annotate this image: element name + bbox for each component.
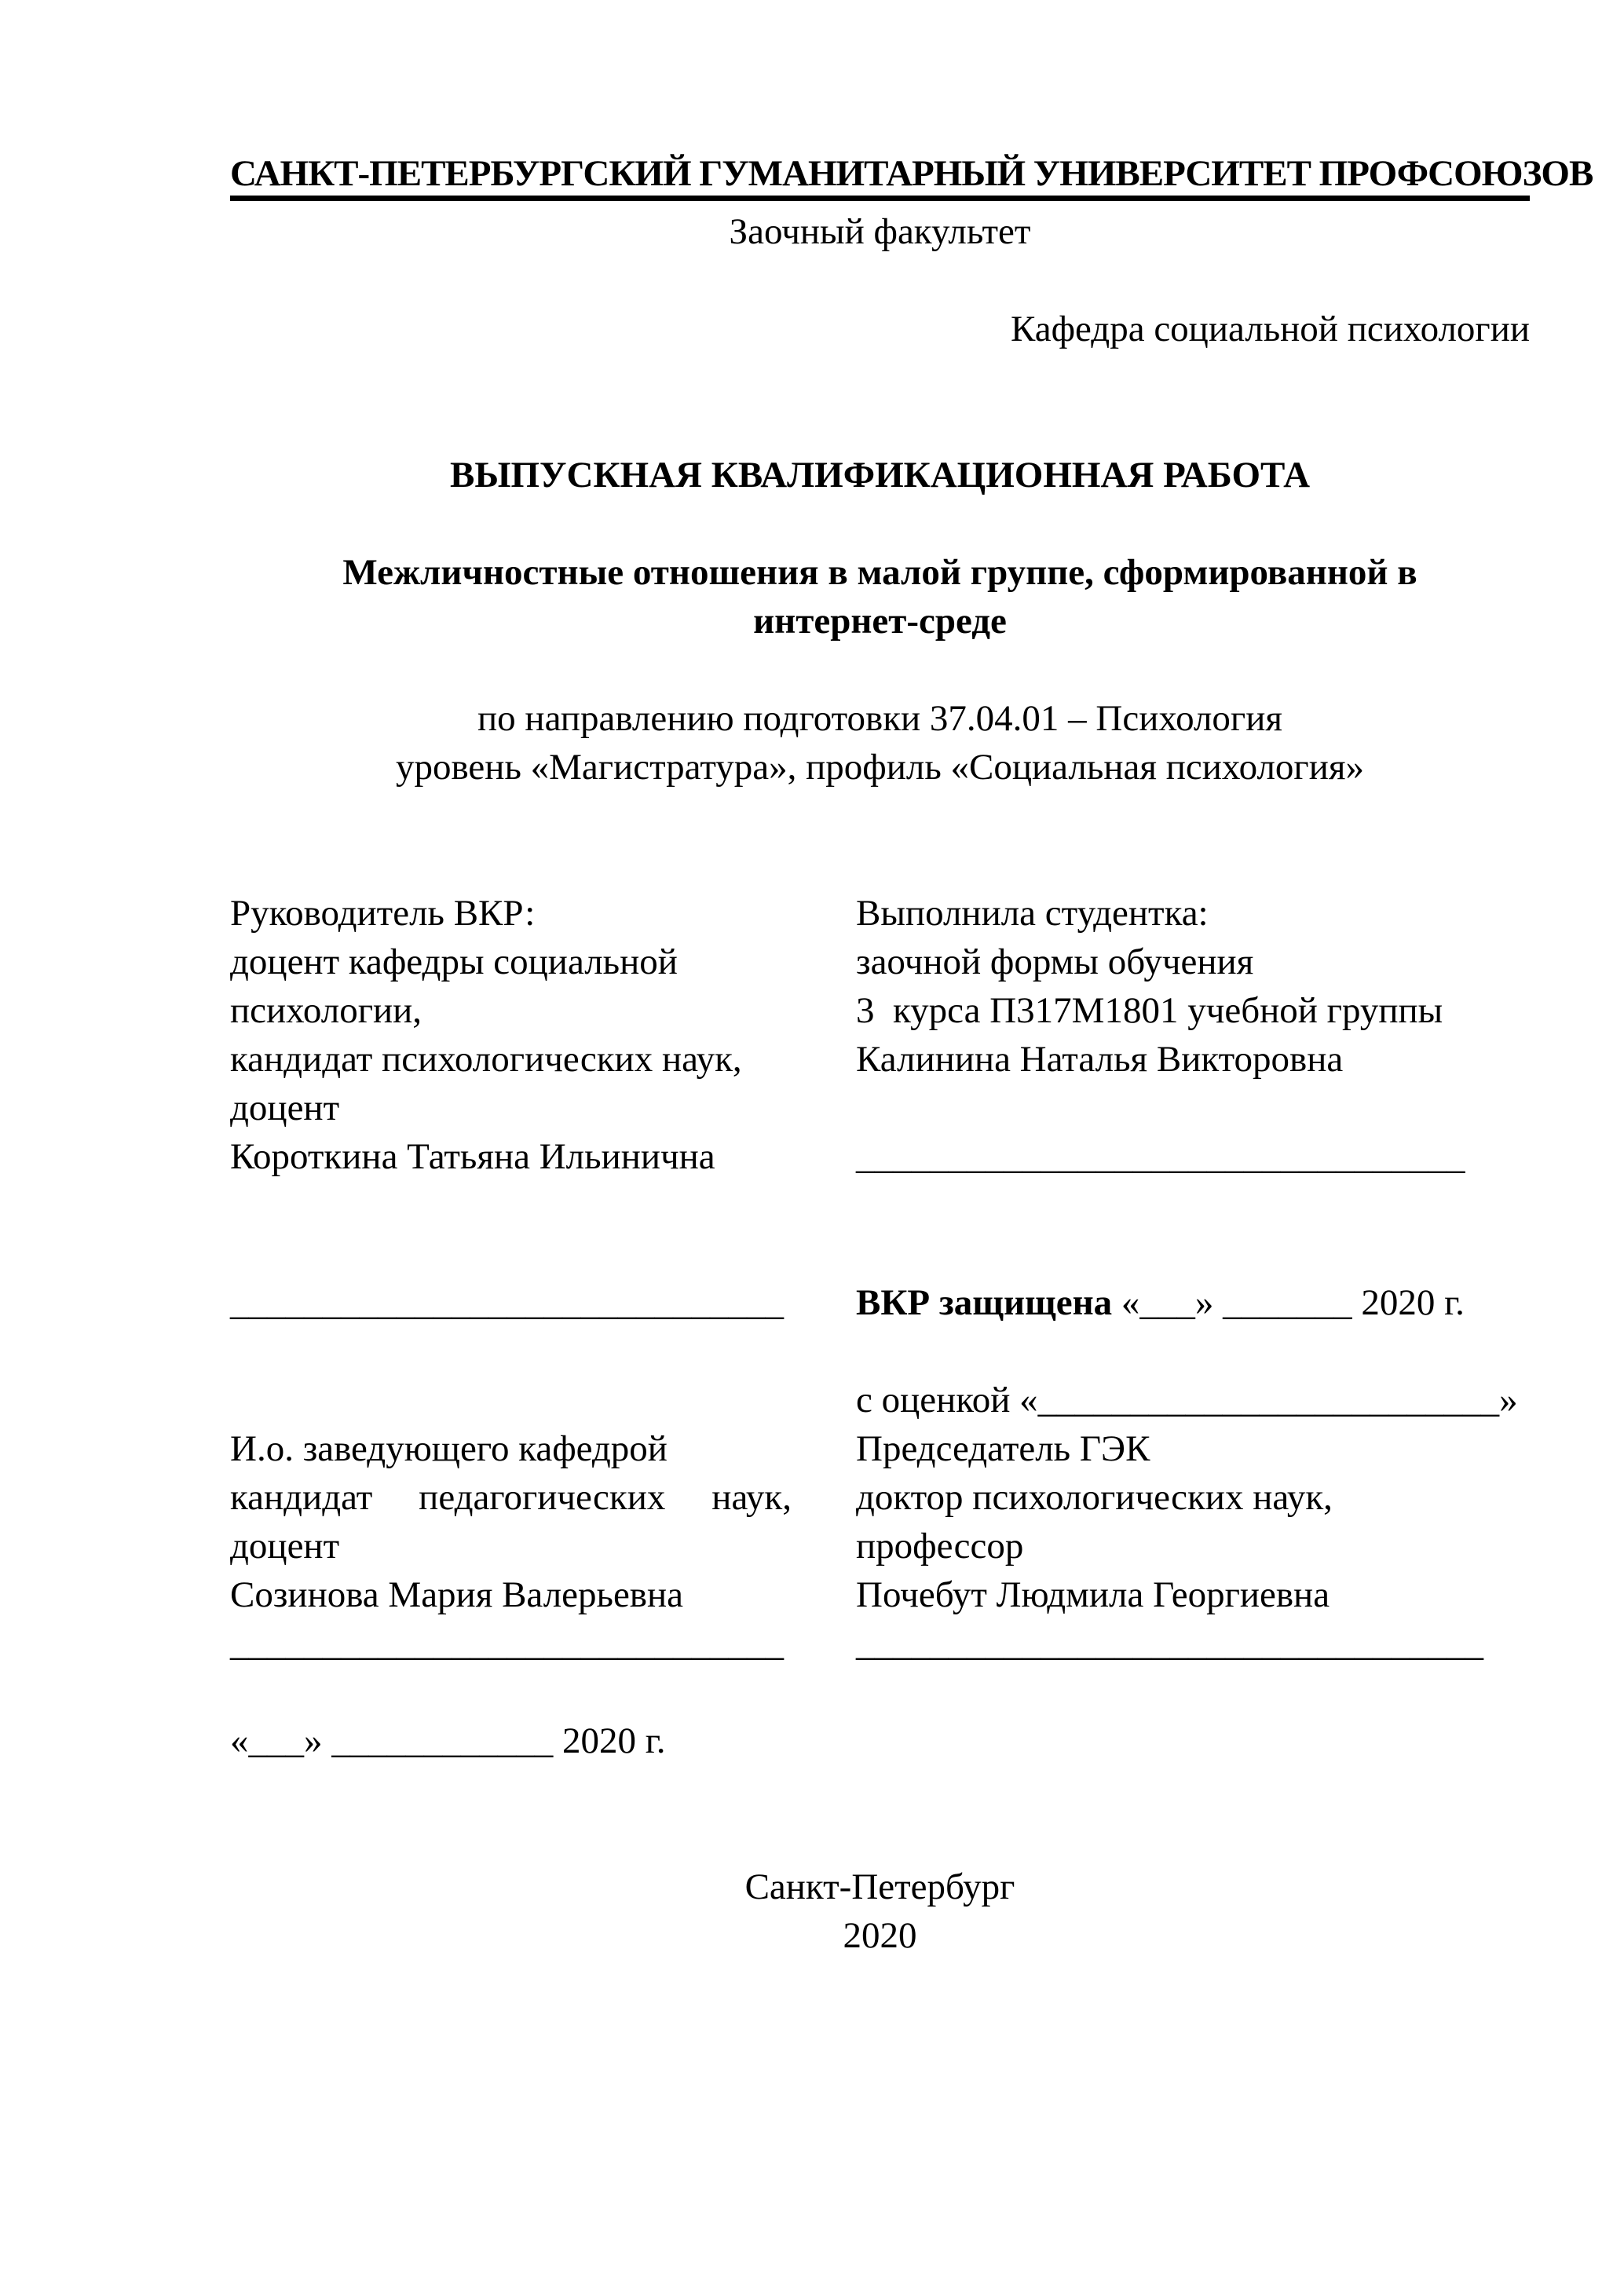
level-line: уровень «Магистратура», профиль «Социальная психология» — [396, 747, 1364, 788]
department-name: Кафедра социальной психологии — [1011, 309, 1530, 349]
department-head-date-line: «___» ____________ 2020 г. — [230, 1720, 666, 1761]
defense-date-blank: «___» _______ 2020 г. — [1112, 1282, 1465, 1323]
work-type-heading: ВЫПУСКНАЯ КВАЛИФИКАЦИОННАЯ РАБОТА — [449, 455, 1311, 495]
year-line: 2020 — [843, 1915, 917, 1956]
spacer — [230, 256, 1530, 305]
spacer — [230, 645, 1530, 694]
credits-block — [230, 889, 1530, 1181]
department-head-role-line: И.о. заведующего кафедрой — [230, 1428, 668, 1469]
thesis-title-line: Межличностные отношения в малой группе, сформированной в — [342, 552, 1417, 593]
city-line: Санкт-Петербург — [744, 1866, 1015, 1907]
department-head-signature-line: ______________________________ — [230, 1623, 784, 1664]
defense-date-line — [856, 1278, 1530, 1327]
grade-line: с оценкой «_________________________» — [856, 1380, 1518, 1420]
gec-chair-rank-line: профессор — [856, 1526, 1024, 1567]
supervisor-name-line: Короткина Татьяна Ильинична — [230, 1136, 715, 1177]
spacer — [230, 499, 1530, 548]
student-group-line: 3 курса П317М1801 учебной группы — [856, 990, 1443, 1031]
gec-chair-name-line: Почебут Людмила Георгиевна — [856, 1574, 1330, 1615]
spacer — [856, 1084, 1530, 1132]
supervisor-block — [230, 889, 792, 1181]
spacer — [230, 792, 1530, 889]
gec-chair-signature-line: __________________________________ — [856, 1623, 1483, 1664]
gec-chair-degree-line: доктор психологических наук, — [856, 1477, 1333, 1518]
supervisor-role-line: Руководитель ВКР: — [230, 893, 536, 934]
spacer — [856, 1327, 1530, 1376]
spacer — [856, 1717, 1530, 1765]
gec-chair-role-line: Председатель ГЭК — [856, 1428, 1150, 1469]
supervisor-position-line: психологии, — [230, 990, 422, 1031]
student-signature-line: _________________________________ — [856, 1136, 1465, 1177]
approval-block — [230, 1278, 1530, 1765]
supervisor-signature-line: ______________________________ — [230, 1282, 784, 1323]
spacer — [856, 1668, 1530, 1717]
supervisor-degree-line: кандидат психологических наук, — [230, 1039, 742, 1080]
department-head-name-line: Созинова Мария Валерьевна — [230, 1574, 684, 1615]
university-name: САНКТ-ПЕТЕРБУРГСКИЙ ГУМАНИТАРНЫЙ УНИВЕРСИТЕТ ПРОФСОЮЗОВ — [230, 153, 1530, 201]
supervisor-position-line: доцент кафедры социальной — [230, 941, 678, 982]
program-line: по направлению подготовки 37.04.01 – Психология — [477, 698, 1282, 739]
student-block — [856, 889, 1530, 1181]
department-head-block — [230, 1278, 792, 1765]
thesis-title-line: интернет-среде — [753, 601, 1007, 642]
spacer — [230, 1668, 792, 1717]
defense-label: ВКР защищена — [856, 1282, 1113, 1323]
defense-block — [856, 1278, 1530, 1765]
faculty-name: Заочный факультет — [729, 211, 1031, 252]
student-role-line: Выполнила студентка: — [856, 893, 1209, 934]
department-head-degree-line: кандидат педагогических наук, — [230, 1477, 792, 1518]
student-name-line: Калинина Наталья Викторовна — [856, 1039, 1344, 1080]
student-form-line: заочной формы обучения — [856, 941, 1254, 982]
department-head-rank-line: доцент — [230, 1526, 340, 1567]
spacer — [230, 1181, 1530, 1278]
supervisor-rank-line: доцент — [230, 1088, 340, 1128]
spacer — [230, 353, 1530, 451]
spacer — [230, 1765, 1530, 1863]
thesis-title — [230, 548, 1530, 645]
spacer — [230, 1327, 792, 1376]
spacer — [230, 1376, 792, 1424]
